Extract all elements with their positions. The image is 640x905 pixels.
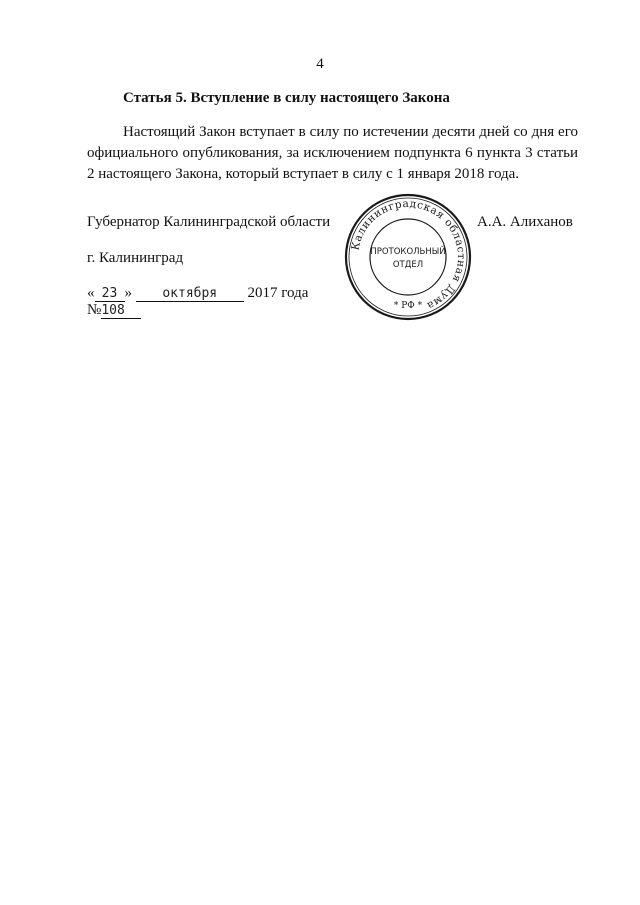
stamp-center-line1: ПРОТОКОЛЬНЫЙ [370, 247, 446, 257]
signer-name: А.А. Алиханов [477, 214, 573, 230]
article-heading: Статья 5. Вступление в силу настоящего Закона [123, 90, 450, 106]
stamp-inner-ring [370, 219, 446, 295]
stamp-ring-text: Калининградская областная Дума [349, 197, 468, 312]
signer-title: Губернатор Калининградской области [87, 214, 331, 230]
date-year: 2017 года [247, 285, 309, 301]
law-number-value: 108 [101, 303, 141, 319]
stamp-center-line2: ОТДЕЛ [392, 260, 424, 270]
law-number [87, 302, 141, 319]
duma-stamp [343, 192, 473, 322]
date-open-quote: « [87, 285, 95, 301]
page-number: 4 [316, 56, 324, 72]
article-body-text: Настоящий Закон вступает в силу по истечении десяти дней со дня его официального опубликования, за исключением подпункта 6 пункта 3 статьи 2 настоящего Закона, который вступает в силу с 1 января 2018 года. [87, 124, 578, 182]
stamp-bottom-text: * РФ * [393, 301, 423, 311]
date-day: 23 [95, 286, 125, 302]
date-close-quote: » [124, 285, 132, 301]
number-sign: № [87, 302, 102, 318]
signing-date [87, 285, 308, 302]
date-month: октября [136, 286, 244, 302]
signing-city: г. Калининград [87, 250, 184, 266]
